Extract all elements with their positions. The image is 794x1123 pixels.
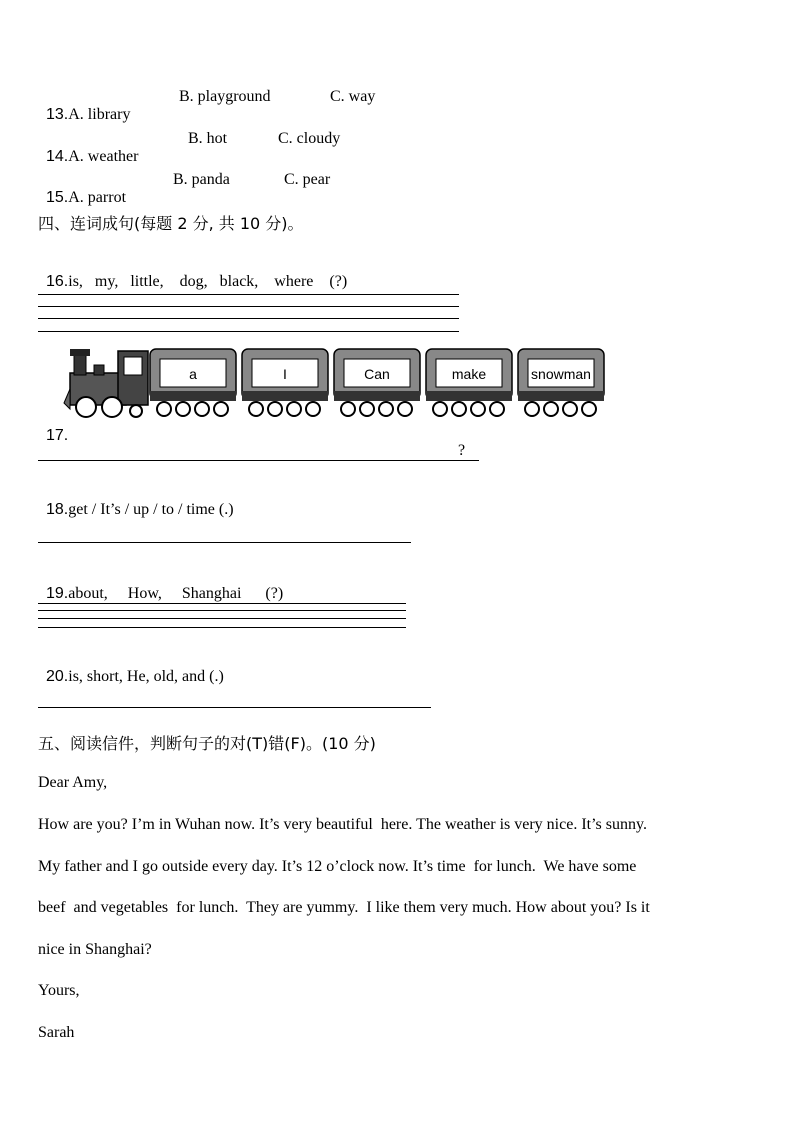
wheel-icon [176,402,190,416]
answer-line[interactable] [38,618,406,619]
option-b: B. playground [179,88,271,105]
letter-signature: Sarah [38,1024,75,1041]
letter-greeting: Dear Amy, [38,774,108,791]
scrambled-words: about, How, Shanghai (?) [68,585,284,602]
wheel-icon [544,402,558,416]
wheel-icon [398,402,412,416]
option-a: A. parrot [68,189,127,206]
choice-row-14 [38,130,138,166]
option-a: A. weather [68,148,139,165]
answer-line[interactable] [38,331,459,332]
section-4-title: 四、连词成句(每题 2 分, 共 10 分)。 [38,214,304,233]
train-car-word: I [283,366,287,382]
question-number: 20. [46,668,69,685]
train-car [426,349,512,416]
wheel-icon [287,402,301,416]
question-18 [38,483,234,519]
scrambled-words: is, short, He, old, and (.) [68,668,224,685]
train-car-word: snowman [531,366,591,382]
answer-line[interactable] [38,627,406,628]
wheel-icon [306,402,320,416]
question-20 [38,650,224,686]
answer-line[interactable] [38,460,479,461]
question-19 [38,567,283,603]
wheel-icon [433,402,447,416]
question-number: 17. [46,427,69,444]
train-car-word: make [451,366,487,382]
end-punctuation: ? [458,442,466,459]
train-car-word: Can [364,366,390,382]
locomotive-icon [64,349,148,417]
wheel-icon [341,402,355,416]
wheel-icon [195,402,209,416]
letter-line: nice in Shanghai? [38,941,152,958]
answer-line[interactable] [38,294,459,295]
wheel-icon [268,402,282,416]
question-number: 14. [46,148,69,165]
train-illustration [60,345,605,425]
letter-closing: Yours, [38,982,80,999]
choice-row-15 [38,171,126,207]
letter-line: beef and vegetables for lunch. They are yummy. I like them very much. How about you? Is it [38,899,650,916]
wheel-icon [214,402,228,416]
option-c: C. cloudy [278,130,341,147]
scrambled-words: get / It’s / up / to / time (.) [68,501,234,518]
question-number: 16. [46,273,69,290]
wheel-icon [490,402,504,416]
option-a: A. library [68,106,131,123]
answer-line[interactable] [38,306,459,307]
wheel-icon [379,402,393,416]
answer-line[interactable] [38,610,406,611]
question-number: 18. [46,501,69,518]
question-number: 13. [46,106,69,123]
scrambled-words: is, my, little, dog, black, where (?) [68,273,348,290]
answer-line[interactable] [38,707,431,708]
section-5-title: 五、阅读信件，判断句子的对(T)错(F)。(10 分) [38,734,376,753]
answer-line[interactable] [38,318,459,319]
wheel-icon [249,402,263,416]
question-17 [38,409,68,445]
wheel-icon [582,402,596,416]
option-b: B. hot [188,130,228,147]
train-car [242,349,328,416]
wheel-icon [525,402,539,416]
option-b: B. panda [173,171,230,188]
wheel-icon [452,402,466,416]
wheel-icon [471,402,485,416]
wheel-icon [360,402,374,416]
answer-line[interactable] [38,603,406,604]
train-car [334,349,420,416]
train-car [150,349,236,416]
question-number: 19. [46,585,69,602]
choice-row-13 [38,88,130,124]
train-car [518,349,604,416]
question-16 [38,255,347,291]
letter-line: My father and I go outside every day. It’s 12 o’clock now. It’s time for lunch. We have some [38,858,637,875]
question-number: 15. [46,189,69,206]
wheel-icon [157,402,171,416]
wheel-icon [563,402,577,416]
option-c: C. way [330,88,376,105]
train-car-word: a [189,366,197,382]
letter-line: How are you? I’m in Wuhan now. It’s very beautiful here. The weather is very nice. It’s sunny. [38,816,647,833]
option-c: C. pear [284,171,331,188]
answer-line[interactable] [38,542,411,543]
